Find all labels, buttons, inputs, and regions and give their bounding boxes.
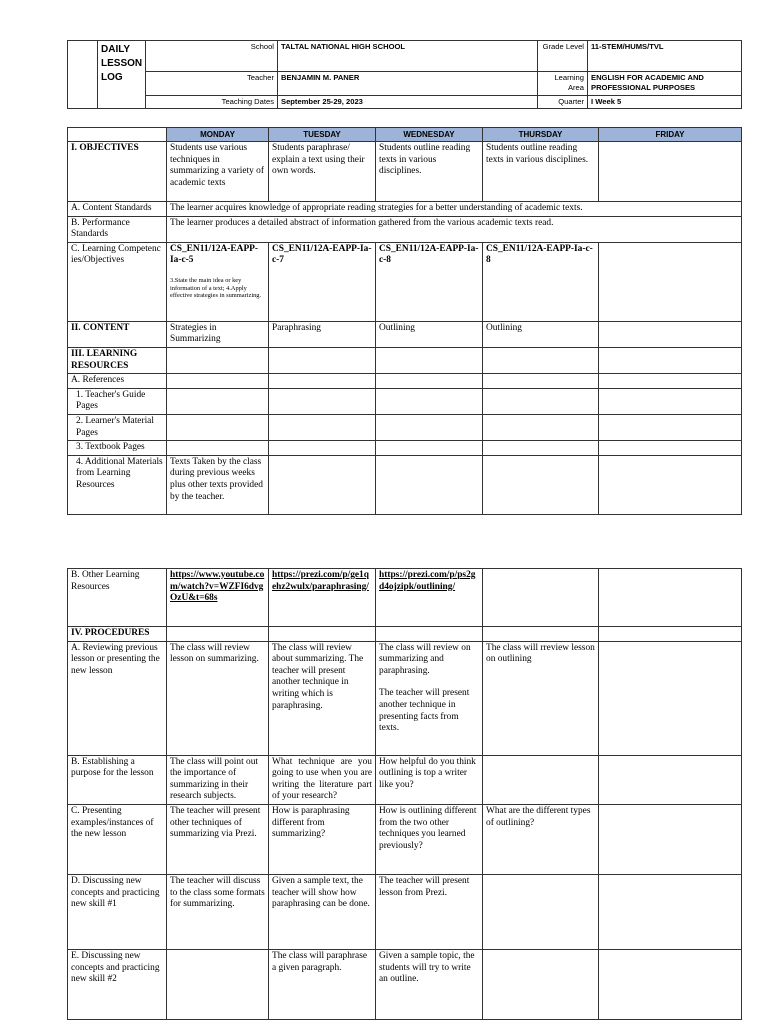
content-friday (599, 321, 742, 347)
dll-title: DAILY LESSON LOG (98, 41, 146, 109)
additional-materials-label: 4. Additional Materials from Learning Resources (68, 455, 167, 514)
resource-link-thursday (483, 569, 599, 627)
procedure-e-friday (599, 949, 742, 1019)
resource-link-monday[interactable]: https://www.youtube.com/watch?v=WZFI6dvgOzU&t=68s (167, 569, 269, 627)
area-value: ENGLISH FOR ACADEMIC AND PROFESSIONAL PURPOSES (588, 72, 742, 96)
competency-code-thursday: CS_EN11/12A-EAPP-Ia-c-8 (483, 242, 599, 321)
procedure-b-tuesday: What technique are you going to use when you are writing the literature part of your research? (269, 755, 376, 804)
competency-code-friday (599, 242, 742, 321)
procedure-d-thursday (483, 874, 599, 949)
teacher-label: Teacher (146, 72, 278, 96)
day-header-monday: MONDAY (167, 128, 269, 142)
empty-cell (376, 455, 483, 514)
procedure-e-tuesday: The class will paraphrase a given paragraph. (269, 949, 376, 1019)
grade-label: Grade Level (538, 41, 588, 72)
procedure-a-wednesday-present: The teacher will present another technique in presenting facts from texts. (379, 688, 470, 734)
procedure-e-thursday (483, 949, 599, 1019)
school-value: TALTAL NATIONAL HIGH SCHOOL (278, 41, 538, 72)
dates-label: Teaching Dates (146, 96, 278, 109)
day-header-wednesday: WEDNESDAY (376, 128, 483, 142)
procedure-d-wednesday: The teacher will present lesson from Prezi. (376, 874, 483, 949)
empty-cell (376, 388, 483, 414)
empty-cell (376, 347, 483, 373)
procedure-a-friday (599, 641, 742, 755)
performance-standards-label: B. Performance Standards (68, 216, 167, 242)
empty-cell (269, 627, 376, 642)
other-resources-label: B. Other Learning Resources (68, 569, 167, 627)
teacher-value: BENJAMIN M. PANER (278, 72, 538, 96)
competency-monday (167, 242, 269, 321)
references-label: A. References (68, 374, 167, 389)
procedure-c-monday: The teacher will present other techniques of summarizing via Prezi. (167, 804, 269, 874)
quarter-label: Quarter (538, 96, 588, 109)
empty-cell (599, 374, 742, 389)
objective-friday (599, 142, 742, 202)
corner-cell (68, 128, 167, 142)
procedure-a-label: A. Reviewing previous lesson or presenting the new lesson (68, 641, 167, 755)
empty-cell (376, 441, 483, 456)
procedure-e-label: E. Discussing new concepts and practicing new skill #2 (68, 949, 167, 1019)
procedure-a-tuesday: The class will review about summarizing. The teacher will present another technique in writing which is paraphrasing. (269, 641, 376, 755)
empty-cell (269, 455, 376, 514)
resource-link-tuesday[interactable]: https://prezi.com/p/ge1qehz2wulx/paraphrasing/ (269, 569, 376, 627)
competency-notes-monday: 3.State the main idea or key information of a text; 4.Apply effective strategies in summarizing. (170, 276, 262, 300)
day-header-thursday: THURSDAY (483, 128, 599, 142)
procedure-d-tuesday: Given a sample text, the teacher will show how paraphrasing can be done. (269, 874, 376, 949)
content-monday: Strategies in Summarizing (167, 321, 269, 347)
empty-cell (483, 414, 599, 440)
competency-code-monday: CS_EN11/12A-EAPP-Ia-c-5 (170, 243, 259, 266)
competency-code-wednesday: CS_EN11/12A-EAPP-Ia-c-8 (376, 242, 483, 321)
empty-cell (269, 388, 376, 414)
header-table (67, 40, 742, 109)
objectives-label: I. OBJECTIVES (68, 142, 167, 202)
school-label: School (146, 41, 278, 72)
empty-cell (599, 388, 742, 414)
content-wednesday: Outlining (376, 321, 483, 347)
objective-wednesday: Students outline reading texts in various disciplines. (376, 142, 483, 202)
procedure-b-friday (599, 755, 742, 804)
resource-link-wednesday[interactable]: https://prezi.com/p/ps2gd4ojzipk/outlining/ (376, 569, 483, 627)
content-standards-text: The learner acquires knowledge of appropriate reading strategies for a better understanding of academic texts. (167, 202, 742, 217)
empty-cell (483, 347, 599, 373)
empty-cell (483, 388, 599, 414)
procedure-a-wednesday-review: The class will review on summarizing and paraphrasing. (379, 642, 471, 676)
empty-cell (376, 414, 483, 440)
competency-code-tuesday: CS_EN11/12A-EAPP-Ia-c-7 (269, 242, 376, 321)
empty-cell (167, 347, 269, 373)
procedures-label: IV. PROCEDURES (68, 627, 167, 642)
competencies-label: C. Learning Competencies/Objectives (68, 242, 167, 321)
procedure-d-monday: The teacher will discuss to the class some formats for summarizing. (167, 874, 269, 949)
procedure-c-wednesday: How is outlining different from the two other techniques you learned previously? (376, 804, 483, 874)
quarter-value: I Week 5 (588, 96, 742, 109)
grade-value: 11-STEM/HUMS/TVL (588, 41, 742, 72)
procedure-a-wednesday (376, 641, 483, 755)
procedures-table (67, 568, 742, 1020)
resource-link-friday (599, 569, 742, 627)
procedure-c-tuesday: How is paraphrasing different from summarizing? (269, 804, 376, 874)
objective-monday: Students use various techniques in summarizing a variety of academic texts (167, 142, 269, 202)
procedure-c-friday (599, 804, 742, 874)
empty-cell (269, 347, 376, 373)
empty-cell (483, 441, 599, 456)
empty-cell (599, 441, 742, 456)
content-thursday: Outlining (483, 321, 599, 347)
learning-resources-label: III. LEARNING RESOURCES (68, 347, 167, 373)
procedure-b-monday: The class will point out the importance of summarizing in their research subjects. (167, 755, 269, 804)
empty-cell (376, 374, 483, 389)
empty-cell (483, 455, 599, 514)
empty-cell (269, 414, 376, 440)
procedure-d-label: D. Discussing new concepts and practicing new skill #1 (68, 874, 167, 949)
empty-cell (599, 627, 742, 642)
procedure-a-monday: The class will review lesson on summarizing. (167, 641, 269, 755)
day-header-friday: FRIDAY (599, 128, 742, 142)
content-standards-label: A. Content Standards (68, 202, 167, 217)
empty-cell (483, 627, 599, 642)
procedure-e-monday (167, 949, 269, 1019)
procedure-b-label: B. Establishing a purpose for the lesson (68, 755, 167, 804)
header-blank-cell (68, 41, 98, 109)
empty-cell (599, 455, 742, 514)
procedure-c-label: C. Presenting examples/instances of the new lesson (68, 804, 167, 874)
empty-cell (483, 374, 599, 389)
procedure-e-wednesday: Given a sample topic, the students will try to write an outline. (376, 949, 483, 1019)
objective-thursday: Students outline reading texts in various disciplines. (483, 142, 599, 202)
teachers-guide-label: 1. Teacher's Guide Pages (68, 388, 167, 414)
performance-standards-text: The learner produces a detailed abstract of information gathered from the various academic texts read. (167, 216, 742, 242)
procedure-a-thursday: The class will rreview lesson on outlining (483, 641, 599, 755)
dates-value: September 25-29, 2023 (278, 96, 538, 109)
empty-cell (167, 627, 269, 642)
day-header-tuesday: TUESDAY (269, 128, 376, 142)
lesson-plan-table (67, 127, 742, 515)
empty-cell (269, 374, 376, 389)
empty-cell (376, 627, 483, 642)
additional-materials-monday: Texts Taken by the class during previous weeks plus other texts provided by the teacher. (167, 455, 269, 514)
empty-cell (269, 441, 376, 456)
empty-cell (167, 374, 269, 389)
procedure-b-thursday (483, 755, 599, 804)
empty-cell (599, 347, 742, 373)
empty-cell (167, 414, 269, 440)
content-label: II. CONTENT (68, 321, 167, 347)
area-label: Learning Area (538, 72, 588, 96)
objective-tuesday: Students paraphrase/ explain a text using their own words. (269, 142, 376, 202)
procedure-c-thursday: What are the different types of outlining? (483, 804, 599, 874)
empty-cell (167, 441, 269, 456)
content-tuesday: Paraphrasing (269, 321, 376, 347)
procedure-b-wednesday: How helpful do you think outlining is top a writer like you? (376, 755, 483, 804)
procedure-d-friday (599, 874, 742, 949)
textbook-pages-label: 3. Textbook Pages (68, 441, 167, 456)
empty-cell (599, 414, 742, 440)
empty-cell (167, 388, 269, 414)
learners-material-label: 2. Learner's Material Pages (68, 414, 167, 440)
